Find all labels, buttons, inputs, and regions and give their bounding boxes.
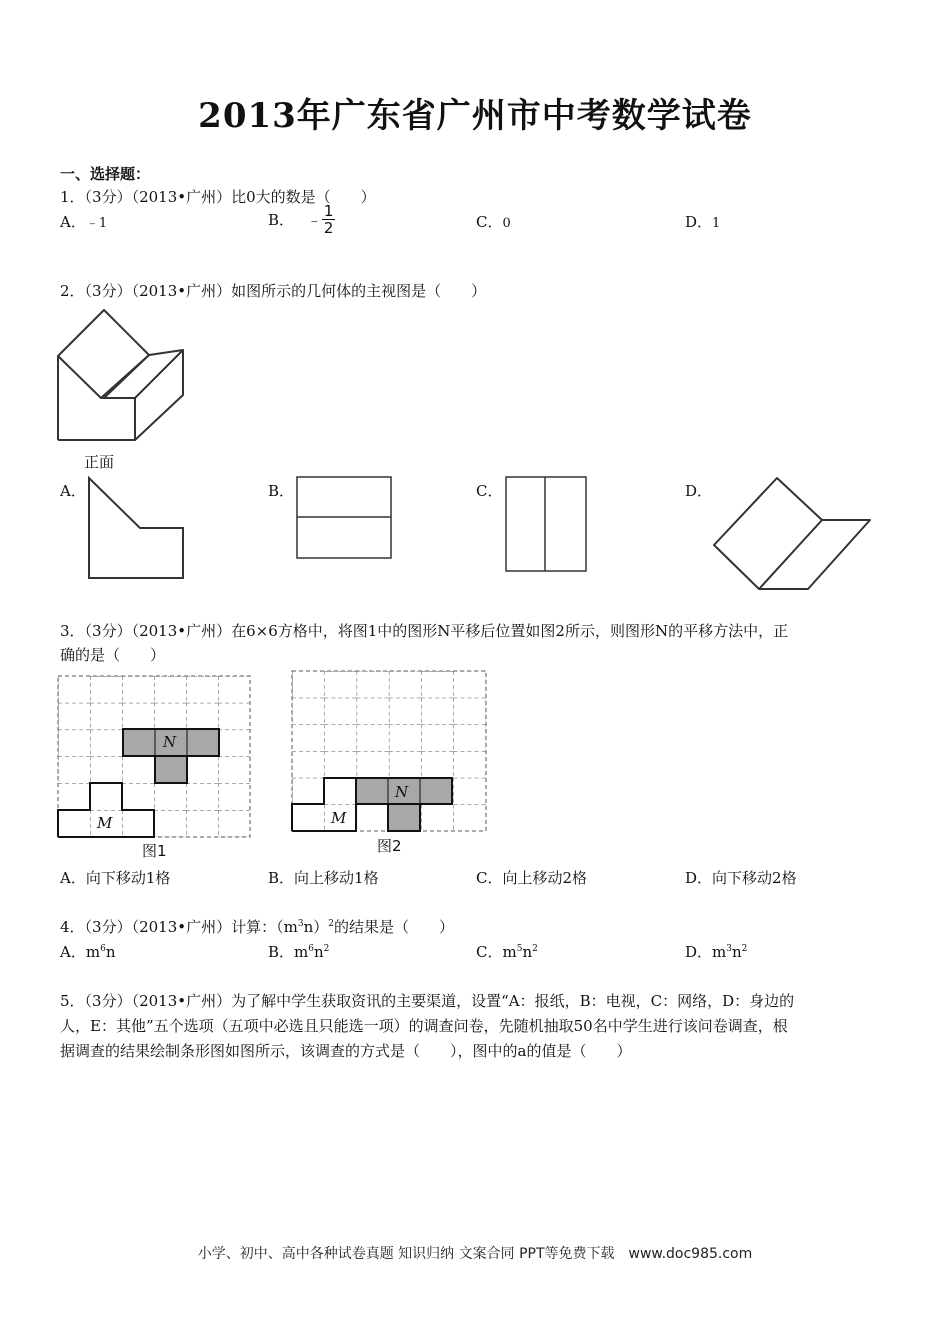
q3-fig2-m-label: M <box>331 809 347 827</box>
q1-a-label: A． <box>60 213 86 231</box>
q2-stem: 2．（3分）（2013•广州）如图所示的几何体的主视图是（ ） <box>60 282 487 300</box>
q2-d-label: D． <box>685 482 713 500</box>
q3-option-a: A．向下移动1格 <box>60 869 171 887</box>
q4-stem <box>60 916 454 937</box>
q4-option-a <box>60 941 115 962</box>
q5-stem-line3: 据调查的结果绘制条形图如图所示，该调查的方式是（ ），图中的a的值是（ ） <box>60 1042 632 1060</box>
q4-stem-mid: n） <box>303 918 329 936</box>
q4-a-base1: m <box>85 943 101 961</box>
q3-fig1-caption: 图1 <box>142 842 167 860</box>
q4-option-d <box>685 941 747 962</box>
q1-stem: 1．（3分）（2013•广州）比0大的数是（ ） <box>60 188 376 206</box>
q4-stem-pre: 4．（3分）（2013•广州）计算：（m <box>60 918 298 936</box>
q4-option-c <box>476 941 538 962</box>
q4-c-exp1: 5 <box>516 944 523 954</box>
q2-a-label: A． <box>60 482 86 500</box>
q4-d-base2: n <box>732 943 742 961</box>
q1-c-label: C． <box>476 213 503 231</box>
q4-c-base1: m <box>502 943 517 961</box>
q1-b-sign: ﹣ <box>306 211 322 229</box>
q1-d-value: 1 <box>712 216 721 231</box>
q3-stem-line1: 3．（3分）（2013•广州）在6×6方格中，将图1中的图形N平移后位置如图2所示，则图形N的平移方法中，正 <box>60 622 789 640</box>
q4-d-exp1: 3 <box>726 944 732 954</box>
q4-option-b <box>268 941 329 962</box>
q2-b-label: B． <box>268 482 295 500</box>
page-footer[interactable]: 小学、初中、高中各种试卷真题 知识归纳 文案合同 PPT等免费下载 www.doc985.com <box>197 1246 753 1262</box>
q3-stem-line2: 确的是（ ） <box>60 646 166 664</box>
q2-c-label: C． <box>476 482 503 500</box>
section-heading: 一、选择题： <box>60 165 151 183</box>
q2-front-caption: 正面 <box>84 453 115 471</box>
q4-stem-exp2: 2 <box>328 919 334 929</box>
q4-stem-post: 的结果是（ ） <box>333 918 454 936</box>
q4-b-exp1: 6 <box>308 944 314 954</box>
q4-a-exp1: 6 <box>100 944 106 954</box>
q4-a-label: A． <box>60 943 86 961</box>
q4-b-base2: n <box>314 943 324 961</box>
q3-fig2-caption: 图2 <box>377 837 402 855</box>
q1-b-denominator: 2 <box>323 219 334 237</box>
q4-c-exp2: 2 <box>532 944 538 954</box>
q3-fig1-m-label: M <box>97 814 113 832</box>
q1-c-value: 0 <box>502 216 511 231</box>
q3-option-b: B．向上移动1格 <box>268 869 379 887</box>
q1-d-label: D． <box>685 213 713 231</box>
q4-d-exp2: 2 <box>741 944 748 954</box>
page-title: 2013年广东省广州市中考数学试卷 <box>198 96 752 136</box>
q3-fig1-n-label: N <box>163 733 177 751</box>
q4-c-base2: n <box>522 943 533 961</box>
q4-b-label: B． <box>268 943 295 961</box>
q4-d-base1: m <box>712 943 727 961</box>
q5-stem-line2: 人，E：其他”五个选项（五项中必选且只能选一项）的调查问卷，先随机抽取50名中学生进行该问卷调查，根 <box>60 1017 788 1035</box>
q3-option-d: D．向下移动2格 <box>685 869 797 887</box>
q5-stem-line1: 5．（3分）（2013•广州）为了解中学生获取资讯的主要渠道，设置“A：报纸，B：电视，C：网络，D：身边的 <box>60 992 795 1010</box>
q3-option-c: C．向上移动2格 <box>476 869 588 887</box>
q4-a-base2: n <box>105 943 116 961</box>
q1-a-value: ﹣1 <box>85 216 108 231</box>
q4-c-label: C． <box>476 943 503 961</box>
q4-b-exp2: 2 <box>323 944 330 954</box>
q4-stem-exp1: 3 <box>297 919 304 929</box>
q1-b-numerator: 1 <box>323 202 334 220</box>
q4-b-base1: m <box>294 943 309 961</box>
q1-b-label: B． <box>268 211 295 229</box>
q3-fig2-n-label: N <box>395 783 409 801</box>
q4-d-label: D． <box>685 943 713 961</box>
